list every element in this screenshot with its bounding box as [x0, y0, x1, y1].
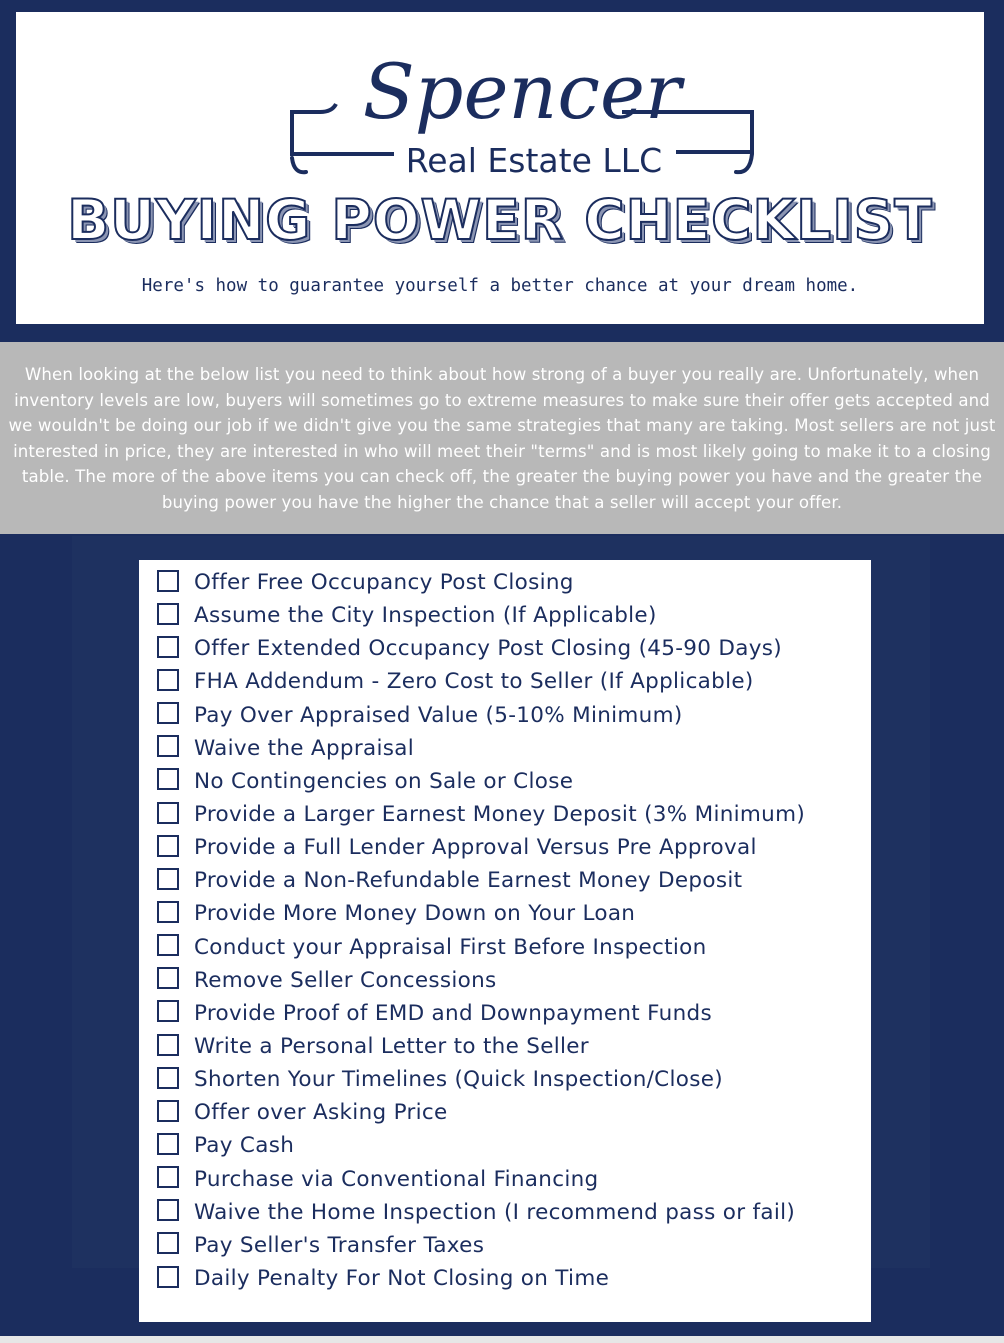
checklist: [157, 566, 805, 1295]
checklist-item[interactable]: [157, 831, 805, 864]
checklist-item-label: Offer over Asking Price: [194, 1100, 448, 1126]
checkbox[interactable]: [157, 802, 179, 824]
checklist-item-label: Pay Cash: [194, 1133, 295, 1159]
checkbox[interactable]: [157, 1000, 179, 1022]
header-card: [16, 12, 984, 324]
checkbox[interactable]: [157, 1166, 179, 1188]
checklist-item[interactable]: [157, 632, 805, 665]
checkbox[interactable]: [157, 1199, 179, 1221]
checklist-item-label: FHA Addendum - Zero Cost to Seller (If Applicable): [194, 669, 754, 695]
checklist-item-label: Waive the Appraisal: [194, 735, 414, 761]
checkbox[interactable]: [157, 735, 179, 757]
logo-sub-text: Real Estate LLC: [405, 141, 663, 180]
checklist-item-label: Provide Proof of EMD and Downpayment Funds: [194, 1000, 712, 1026]
checkbox[interactable]: [157, 967, 179, 989]
checklist-item[interactable]: [157, 665, 805, 698]
checklist-item[interactable]: [157, 1163, 805, 1196]
checklist-item[interactable]: [157, 1129, 805, 1162]
checkbox[interactable]: [157, 768, 179, 790]
checklist-item[interactable]: [157, 997, 805, 1030]
checklist-item[interactable]: [157, 1030, 805, 1063]
checklist-item[interactable]: [157, 1262, 805, 1295]
checklist-item[interactable]: [157, 1229, 805, 1262]
checkbox[interactable]: [157, 702, 179, 724]
checklist-item[interactable]: [157, 897, 805, 930]
checkbox[interactable]: [157, 934, 179, 956]
checkbox[interactable]: [157, 1133, 179, 1155]
page-subtitle: Here's how to guarantee yourself a better chance at your dream home.: [141, 276, 859, 296]
checklist-item[interactable]: [157, 1096, 805, 1129]
checkbox[interactable]: [157, 1034, 179, 1056]
checklist-item[interactable]: [157, 1063, 805, 1096]
checklist-item[interactable]: [157, 964, 805, 997]
checklist-item[interactable]: [157, 732, 805, 765]
checklist-item-label: Shorten Your Timelines (Quick Inspection/Close): [194, 1067, 723, 1093]
checklist-item[interactable]: [157, 699, 805, 732]
checkbox[interactable]: [157, 603, 179, 625]
checklist-item[interactable]: [157, 798, 805, 831]
checklist-item-label: Provide a Full Lender Approval Versus Pre Approval: [194, 835, 757, 861]
checklist-item-label: Remove Seller Concessions: [194, 967, 497, 993]
checkbox[interactable]: [157, 636, 179, 658]
checklist-item[interactable]: [157, 765, 805, 798]
checklist-item[interactable]: [157, 599, 805, 632]
checkbox[interactable]: [157, 570, 179, 592]
checklist-item-label: Offer Extended Occupancy Post Closing (45-90 Days): [194, 636, 782, 662]
checklist-item-label: Assume the City Inspection (If Applicable): [194, 603, 657, 629]
checklist-item-label: Purchase via Conventional Financing: [194, 1166, 599, 1192]
checklist-item-label: No Contingencies on Sale or Close: [194, 768, 574, 794]
checklist-item-label: Provide a Non-Refundable Earnest Money Deposit: [194, 868, 743, 894]
checkbox[interactable]: [157, 669, 179, 691]
checklist-item[interactable]: [157, 931, 805, 964]
checklist-item-label: Waive the Home Inspection (I recommend pass or fail): [194, 1199, 796, 1225]
checklist-item-label: Pay Over Appraised Value (5-10% Minimum): [194, 702, 683, 728]
intro-paragraph: When looking at the below list you need to think about how strong of a buyer you really are. Unfortunately, when inventory levels are low, buyers will sometimes go to extreme measures to make sure their offer gets accepted and we wouldn't be doing our job if we didn't give you the same strategies that many are taking. Most sellers are not just interested in price, they are interested in who will meet their "terms" and is most likely going to make it to a closing table. The more of the above items you can check off, the greater the buying power you have and the greater the buying power you have the higher the chance that a seller will accept your offer.: [8, 365, 996, 512]
checklist-item[interactable]: [157, 864, 805, 897]
checklist-item-label: Conduct your Appraisal First Before Inspection: [194, 934, 707, 960]
checkbox[interactable]: [157, 901, 179, 923]
checkbox[interactable]: [157, 1067, 179, 1089]
intro-band: [0, 342, 1004, 534]
checklist-item-label: Pay Seller's Transfer Taxes: [194, 1232, 485, 1258]
checkbox[interactable]: [157, 1266, 179, 1288]
company-logo: [284, 34, 760, 184]
checkbox[interactable]: [157, 835, 179, 857]
checkbox[interactable]: [157, 868, 179, 890]
checklist-item-label: Provide a Larger Earnest Money Deposit (3% Minimum): [194, 802, 806, 828]
checkbox[interactable]: [157, 1100, 179, 1122]
checklist-item[interactable]: [157, 1196, 805, 1229]
checklist-item-label: Daily Penalty For Not Closing on Time: [194, 1266, 610, 1292]
checklist-item-label: Offer Free Occupancy Post Closing: [194, 570, 574, 596]
page-title: BUYING POWER CHECKLIST: [67, 188, 933, 252]
checklist-card: [139, 560, 871, 1322]
checklist-item-label: Write a Personal Letter to the Seller: [194, 1034, 589, 1060]
checkbox[interactable]: [157, 1232, 179, 1254]
checklist-item-label: Provide More Money Down on Your Loan: [194, 901, 636, 927]
logo-script-text: Spencer: [362, 47, 682, 136]
bottom-strip: [0, 1336, 1004, 1343]
checklist-item[interactable]: [157, 566, 805, 599]
